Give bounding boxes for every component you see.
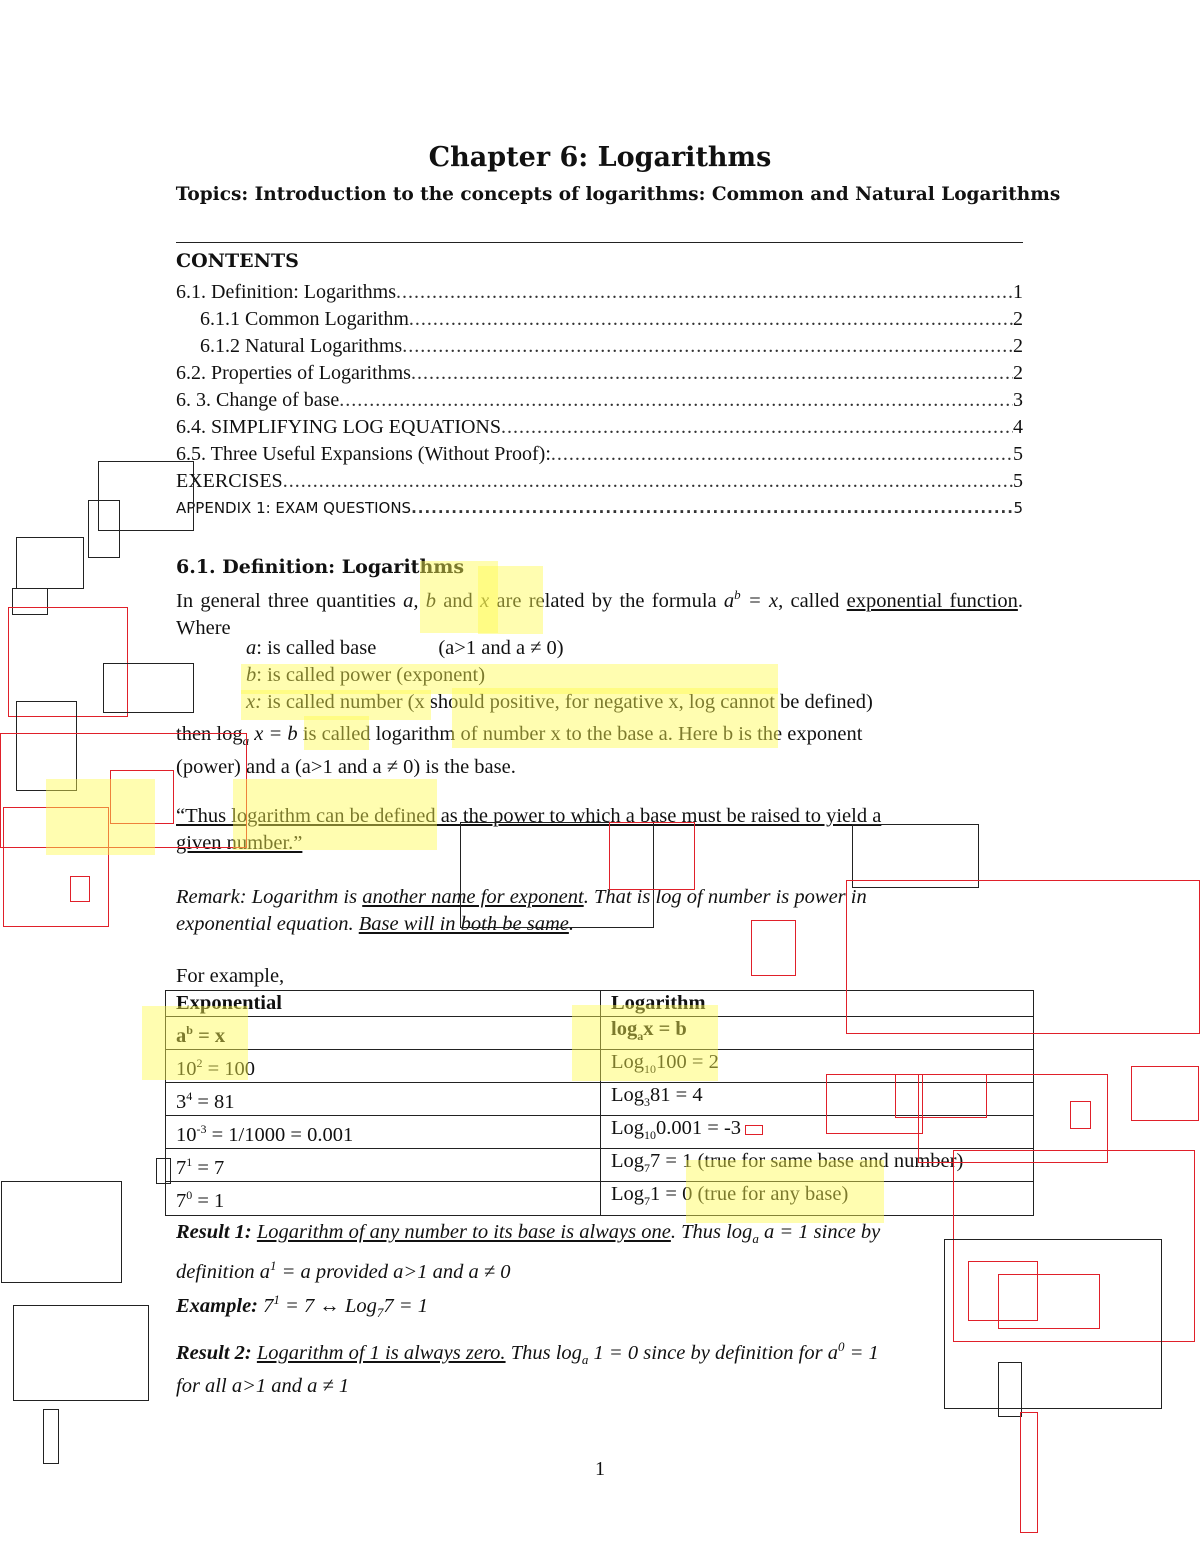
toc-label: APPENDIX 1: EXAM QUESTIONS — [176, 499, 412, 517]
toc-entry[interactable] — [176, 470, 1023, 496]
toc-page: 1 — [1013, 281, 1023, 303]
definition-number: x: is called number (x should positive, for negative x, log cannot be defined) — [246, 691, 873, 713]
overlay-box — [8, 607, 128, 717]
page-number: 1 — [595, 1458, 605, 1480]
result-1: Result 1: Logarithm of any number to its base is always one. Thus $\log_a a = 1$ since by definition $a^1 = a$ provided a>1 and a ≠ 0 Example: $7^1 = 7$ ↔ Log$_7$7 = 1 — [176, 1221, 881, 1320]
header-logarithm: Logarithm — [601, 991, 1034, 1017]
exponential-function-term: exponential function — [846, 589, 1018, 612]
title-rule — [176, 242, 1023, 243]
overlay-box — [1070, 1101, 1091, 1129]
table-row: $10^2 = 100$ Log$_{10}$100 = 2 — [166, 1050, 1034, 1083]
header-exponential: Exponential — [166, 991, 601, 1017]
toc-label: 6.1.2 Natural Logarithms — [200, 335, 403, 357]
toc-page: 3 — [1013, 389, 1023, 411]
page-title: Chapter 6: Logarithms — [428, 142, 772, 173]
result-2: Result 2: Logarithm of 1 is always zero. Thus $\log_a 1 = 0$ since by definition for $a^0 = 1$ for all a>1 and a ≠ 1 — [176, 1339, 879, 1397]
overlay-box — [103, 663, 194, 713]
definition-base: a: is called base (a>1 and a ≠ 0) — [246, 637, 564, 659]
table-row: $7^1 = 7$ Log$_7$7 = 1 (true for same base and number) — [166, 1149, 1034, 1182]
toc-entry[interactable] — [176, 443, 1023, 469]
table-row: $10^{-3} = 1/1000 = 0.001$ Log$_{10}$0.001 = -3 — [166, 1116, 1034, 1149]
remark-paragraph: Remark: Logarithm is another name for exponent. That is log of number is power in exponential equation. Base will in both be same. — [176, 886, 867, 935]
toc-label: 6.1. Definition: Logarithms — [176, 281, 396, 303]
overlay-box — [70, 876, 90, 902]
section-heading: 6.1. Definition: Logarithms — [176, 556, 465, 578]
toc-page: 2 — [1013, 308, 1023, 330]
toc-page: 4 — [1013, 416, 1023, 438]
highlight-box — [46, 779, 155, 855]
log-definition: then $\log_a x = b$ is called logarithm of number x to the base a. Here b is the exponent (power) and a (a>1 and a ≠ 0) is the base. — [176, 723, 863, 779]
toc-page: 2 — [1013, 335, 1023, 357]
toc-entry[interactable] — [200, 335, 1023, 361]
overlay-box — [13, 1305, 149, 1401]
definition-power: b: is called power (exponent) — [246, 664, 486, 686]
overlay-box — [110, 770, 174, 824]
toc-page: 2 — [1013, 362, 1023, 384]
overlay-box — [16, 701, 77, 791]
toc-label: 6.1.1 Common Logarithm — [200, 308, 409, 330]
intro-paragraph: In general three quantities a, b and x are related by the formula $a^b = x$, called exponential function. Where — [176, 587, 1023, 639]
toc-entry[interactable] — [200, 308, 1023, 334]
table-row: $7^0 = 1$ Log$_7$1 = 0 (true for any base) — [166, 1182, 1034, 1215]
page-subtitle: Topics: Introduction to the concepts of logarithms: Common and Natural Logarithms — [175, 184, 1061, 205]
toc-entry[interactable] — [176, 416, 1023, 442]
table-row: $a^b = x$ $\log_ax = b$ — [166, 1017, 1034, 1050]
toc-page: 5 — [1013, 499, 1023, 517]
overlay-box — [43, 1409, 59, 1464]
table-row: $3^4 = 81$ Log$_3$81 = 4 — [166, 1083, 1034, 1116]
overlay-box — [1131, 1066, 1199, 1121]
toc-label: 6. 3. Change of base — [176, 389, 340, 411]
for-example-label: For example, — [176, 965, 285, 987]
overlay-box — [12, 588, 48, 615]
toc-page: 5 — [1013, 443, 1023, 465]
example-table — [165, 990, 1034, 1216]
overlay-box — [16, 537, 84, 589]
toc-entry[interactable] — [176, 281, 1023, 307]
overlay-box — [1, 1181, 122, 1283]
toc-entry[interactable] — [176, 389, 1023, 415]
toc-label: 6.2. Properties of Logarithms — [176, 362, 411, 384]
quote-definition: “Thus logarithm can be defined as the power to which a base must be raised to yield a given number.” — [176, 805, 882, 854]
contents-heading: CONTENTS — [176, 250, 299, 272]
toc-entry[interactable] — [176, 362, 1023, 388]
toc-label: EXERCISES — [176, 470, 283, 492]
toc-label: 6.5. Three Useful Expansions (Without Proof): — [176, 443, 551, 465]
table-header-row — [166, 991, 1034, 1017]
overlay-box — [88, 500, 120, 558]
overlay-box — [3, 807, 109, 927]
toc-label: 6.4. SIMPLIFYING LOG EQUATIONS — [176, 416, 501, 438]
toc-page: 5 — [1013, 470, 1023, 492]
toc-entry[interactable] — [176, 499, 1023, 525]
